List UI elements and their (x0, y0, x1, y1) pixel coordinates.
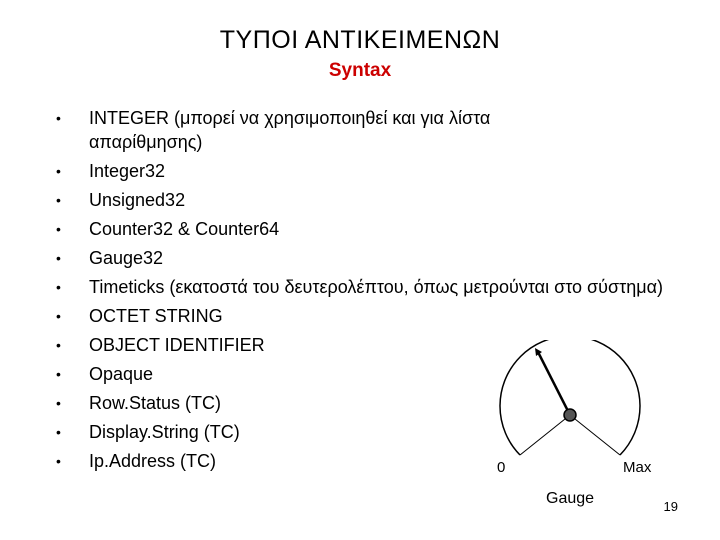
list-item (56, 304, 696, 328)
gauge-max-tick (570, 415, 620, 455)
list-item-text: Timeticks (εκατοστά του δευτερολέπτου, όπως μετρούνται στο σύστημα) (89, 277, 664, 297)
bullet-marker: • (56, 366, 61, 382)
list-item-text: Unsigned32 (89, 190, 186, 210)
list-item (56, 275, 696, 299)
page-number: 19 (663, 499, 678, 514)
list-item-text: Counter32 & Counter64 (89, 219, 280, 239)
gauge-min-tick (520, 415, 570, 455)
gauge-min-label: 0 (497, 459, 506, 476)
list-item (56, 188, 696, 212)
list-item-text: Gauge32 (89, 248, 164, 268)
bullet-marker: • (56, 308, 61, 324)
bullet-marker: • (56, 110, 61, 126)
list-item-text: Integer32 (89, 161, 166, 181)
bullet-marker: • (56, 163, 61, 179)
bullet-marker: • (56, 250, 61, 266)
bullet-marker: • (56, 395, 61, 411)
bullet-marker: • (56, 192, 61, 208)
slide-title: ΤΥΠΟΙ ΑΝΤΙΚΕΙΜΕΝΩΝ (219, 26, 501, 54)
list-item-text: Ip.Address (TC) (89, 451, 217, 471)
list-item (56, 106, 696, 154)
bullet-marker: • (56, 279, 61, 295)
list-item-text: OBJECT IDENTIFIER (89, 335, 265, 355)
gauge-max-label: Max (623, 459, 652, 476)
list-item-text: Opaque (89, 364, 154, 384)
list-item (56, 217, 696, 241)
slide-subtitle: Syntax (328, 60, 392, 81)
bullet-marker: • (56, 221, 61, 237)
list-item-text: INTEGER (μπορεί να χρησιμοποιηθεί και για λίστα απαρίθμησης) (89, 108, 491, 152)
list-item-text: Row.Status (TC) (89, 393, 222, 413)
list-item-text: Display.String (TC) (89, 422, 240, 442)
gauge-needle (538, 352, 570, 415)
list-item (56, 246, 696, 270)
bullet-marker: • (56, 424, 61, 440)
list-item (56, 159, 696, 183)
gauge-caption: Gauge (546, 490, 595, 507)
list-item-text: OCTET STRING (89, 306, 223, 326)
gauge-dial-arc (500, 340, 640, 455)
bullet-marker: • (56, 337, 61, 353)
bullet-marker: • (56, 453, 61, 469)
gauge-pivot (564, 409, 576, 421)
